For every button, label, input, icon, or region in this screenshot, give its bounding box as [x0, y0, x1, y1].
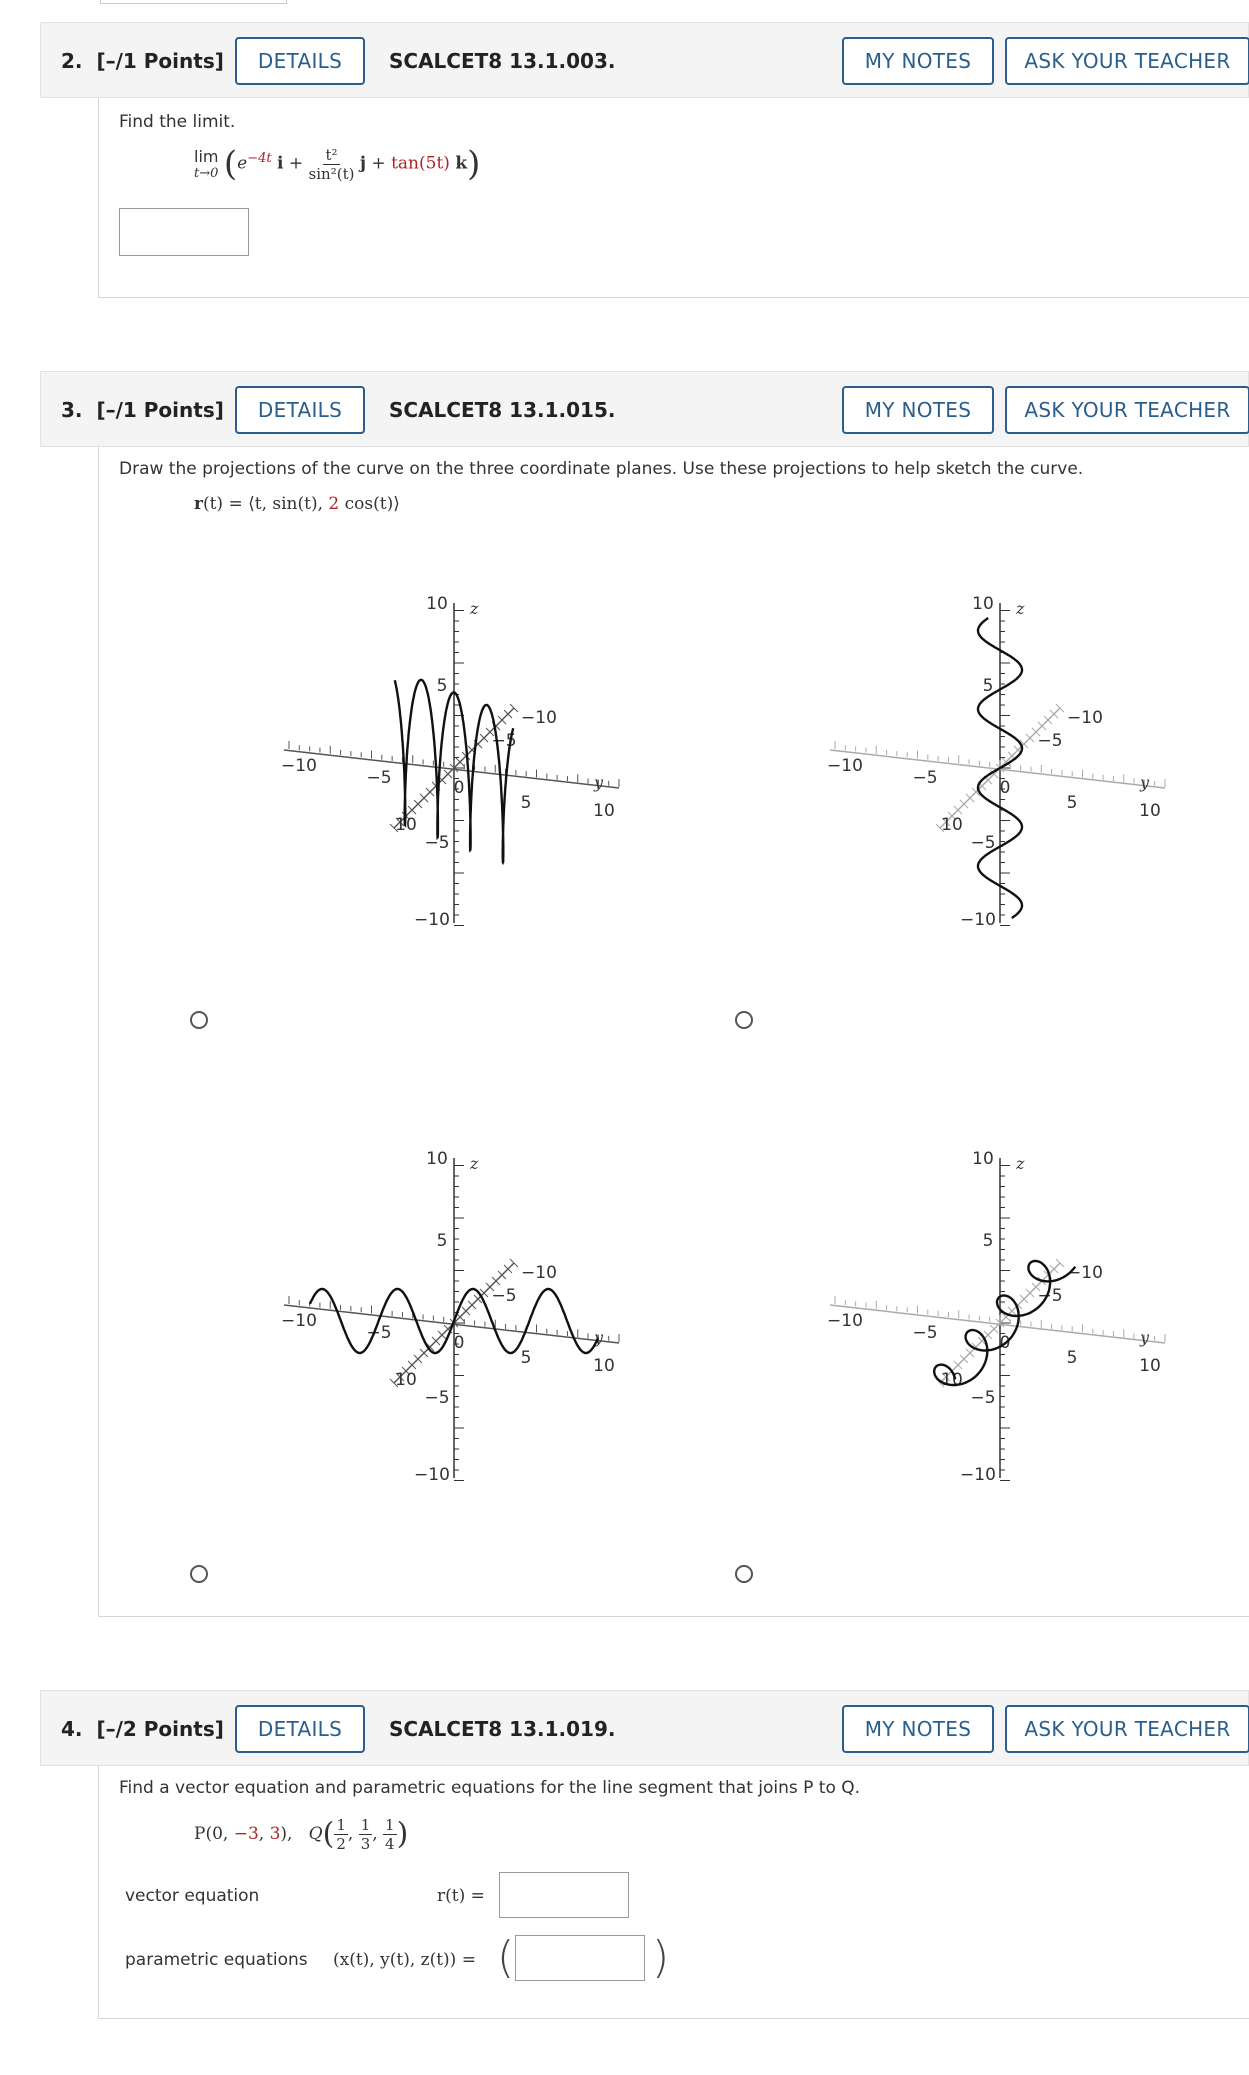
tick-z-neg5: −5: [970, 833, 996, 853]
question-2-details-button[interactable]: DETAILS: [235, 37, 365, 85]
projection-plot-option-c: [254, 1143, 634, 1503]
tick-z-neg5: −5: [424, 833, 450, 853]
param-close-paren: ): [652, 1932, 670, 1983]
tick-z-neg5: −5: [970, 1388, 996, 1408]
tick-x-neg5: −5: [1037, 731, 1063, 751]
y-axis-label: y: [594, 1328, 604, 1347]
tick-z-10: 10: [972, 1149, 994, 1169]
tick-z-neg10: −10: [960, 1465, 996, 1485]
z-axis-label: z: [1016, 1154, 1025, 1173]
curve-equation: r(t) = ⟨t, sin(t), 2 cos(t)⟩: [194, 494, 400, 514]
question-2-header: [40, 22, 1249, 98]
tick-y-10: 10: [1139, 801, 1161, 821]
tick-z-neg5: −5: [424, 1388, 450, 1408]
vector-equation-label: vector equation: [125, 1886, 260, 1906]
plus-2: +: [371, 153, 386, 174]
unit-i: i: [277, 153, 284, 174]
tick-x-neg10: −10: [521, 708, 557, 728]
tick-z-10: 10: [426, 594, 448, 614]
question-3-header: [40, 371, 1249, 447]
tick-origin: 0: [999, 1333, 1011, 1353]
tick-x-neg10: −10: [1067, 1263, 1103, 1283]
tick-z-neg10: −10: [414, 910, 450, 930]
plus-1: +: [288, 153, 304, 174]
points-p-q: P(0, −3, 3), Q( $\frac{1}{2}$ , $\frac{1}{3}$ , $\frac{1}{4}$ ): [194, 1816, 409, 1853]
tick-y-10: 10: [1139, 1356, 1161, 1376]
option-b-radio[interactable]: [735, 1011, 753, 1029]
question-4-code: SCALCET8 13.1.019.: [389, 1717, 616, 1741]
vector-equation-input[interactable]: [499, 1872, 629, 1918]
option-c-radio[interactable]: [190, 1565, 208, 1583]
exp-base: e: [237, 153, 248, 174]
lim-subscript: t→0: [194, 166, 219, 181]
tick-x-neg10: −10: [1067, 708, 1103, 728]
question-4-number: 4. [–/2 Points]: [61, 1717, 224, 1741]
tick-y-10: 10: [593, 801, 615, 821]
projection-plot-option-a: [254, 588, 634, 948]
tick-z-5: 5: [982, 676, 994, 696]
tick-left-neg10: −10: [281, 1311, 317, 1331]
param-open-paren: (: [497, 1932, 515, 1983]
question-3-ask-teacher-button[interactable]: ASK YOUR TEACHER: [1005, 386, 1249, 434]
z-axis-label: z: [1016, 599, 1025, 618]
tick-x-neg10: −10: [521, 1263, 557, 1283]
z-axis-label: z: [470, 1154, 479, 1173]
question-2-number: 2. [–/1 Points]: [61, 49, 224, 73]
tick-x-neg5: −5: [1037, 1286, 1063, 1306]
tick-x-10: 10: [941, 815, 963, 835]
tick-x-neg5: −5: [491, 731, 517, 751]
question-4-my-notes-button[interactable]: MY NOTES: [842, 1705, 994, 1753]
question-4-header: [40, 1690, 1249, 1766]
question-4-ask-teacher-button[interactable]: ASK YOUR TEACHER: [1005, 1705, 1249, 1753]
tick-left-neg5: −5: [366, 768, 392, 788]
question-2-my-notes-button[interactable]: MY NOTES: [842, 37, 994, 85]
tick-z-10: 10: [972, 594, 994, 614]
vector-equation-lhs: r(t) =: [437, 1886, 485, 1906]
frac-denominator: sin²(t): [308, 164, 355, 183]
tick-y-5: 5: [520, 1348, 532, 1368]
tick-x-neg5: −5: [491, 1286, 517, 1306]
unit-k: k: [455, 153, 468, 174]
tick-left-neg10: −10: [827, 756, 863, 776]
question-3-number: 3. [–/1 Points]: [61, 398, 224, 422]
tick-y-10: 10: [593, 1356, 615, 1376]
question-4-details-button[interactable]: DETAILS: [235, 1705, 365, 1753]
y-axis: [830, 1305, 1165, 1343]
tick-origin: 0: [999, 778, 1011, 798]
tick-z-5: 5: [436, 1231, 448, 1251]
tick-left-neg5: −5: [912, 768, 938, 788]
parametric-equations-lhs: (x(t), y(t), z(t)) =: [333, 1950, 476, 1970]
y-axis-label: y: [1140, 1328, 1150, 1347]
tick-left-neg5: −5: [366, 1323, 392, 1343]
option-a-radio[interactable]: [190, 1011, 208, 1029]
question-3-my-notes-button[interactable]: MY NOTES: [842, 386, 994, 434]
tick-z-10: 10: [426, 1149, 448, 1169]
unit-j: j: [359, 153, 367, 174]
tick-x-10: 10: [941, 1370, 963, 1390]
tick-y-5: 5: [520, 793, 532, 813]
tick-left-neg10: −10: [827, 1311, 863, 1331]
tick-x-10: 10: [395, 815, 417, 835]
question-3-details-button[interactable]: DETAILS: [235, 386, 365, 434]
tick-y-5: 5: [1066, 793, 1078, 813]
frac-numerator: t²: [325, 145, 338, 164]
tick-z-5: 5: [436, 676, 448, 696]
limit-answer-input[interactable]: [119, 208, 249, 256]
tick-left-neg10: −10: [281, 756, 317, 776]
tick-origin: 0: [453, 1333, 465, 1353]
tan-term: tan(5t): [391, 153, 450, 174]
question-2-body: [98, 98, 1249, 298]
question-2-ask-teacher-button[interactable]: ASK YOUR TEACHER: [1005, 37, 1249, 85]
z-axis-label: z: [470, 599, 479, 618]
question-4-prompt: Find a vector equation and parametric equations for the line segment that joins P to Q.: [119, 1778, 861, 1798]
parametric-equations-label: parametric equations: [125, 1950, 308, 1970]
question-3-prompt: Draw the projections of the curve on the three coordinate planes. Use these projections to help sketch the curve.: [119, 459, 1084, 479]
exp-power: −4t: [247, 150, 272, 166]
limit-expression: lim t→0 ($e^{-4t}$ i + $\frac{\text{t²}}{\text{sin²(t)}}$ j + tan(5t) k): [194, 144, 481, 184]
tick-left-neg5: −5: [912, 1323, 938, 1343]
question-4-body: [98, 1766, 1249, 2019]
question-2-prompt: Find the limit.: [119, 112, 236, 132]
projection-plot-option-d: [800, 1143, 1180, 1503]
y-axis-label: y: [594, 773, 604, 792]
tick-y-5: 5: [1066, 1348, 1078, 1368]
parametric-equations-input[interactable]: [515, 1935, 645, 1981]
y-axis-label: y: [1140, 773, 1150, 792]
tick-z-neg10: −10: [414, 1465, 450, 1485]
y-axis: [284, 750, 619, 788]
tick-z-neg10: −10: [960, 910, 996, 930]
question-2-code: SCALCET8 13.1.003.: [389, 49, 616, 73]
tick-origin: 0: [453, 778, 465, 798]
question-3-code: SCALCET8 13.1.015.: [389, 398, 616, 422]
option-d-radio[interactable]: [735, 1565, 753, 1583]
tick-x-10: 10: [395, 1370, 417, 1390]
lim-symbol: lim: [194, 147, 219, 166]
previous-question-fragment: [100, 0, 287, 4]
tick-z-5: 5: [982, 1231, 994, 1251]
projection-plot-option-b: [800, 588, 1180, 948]
